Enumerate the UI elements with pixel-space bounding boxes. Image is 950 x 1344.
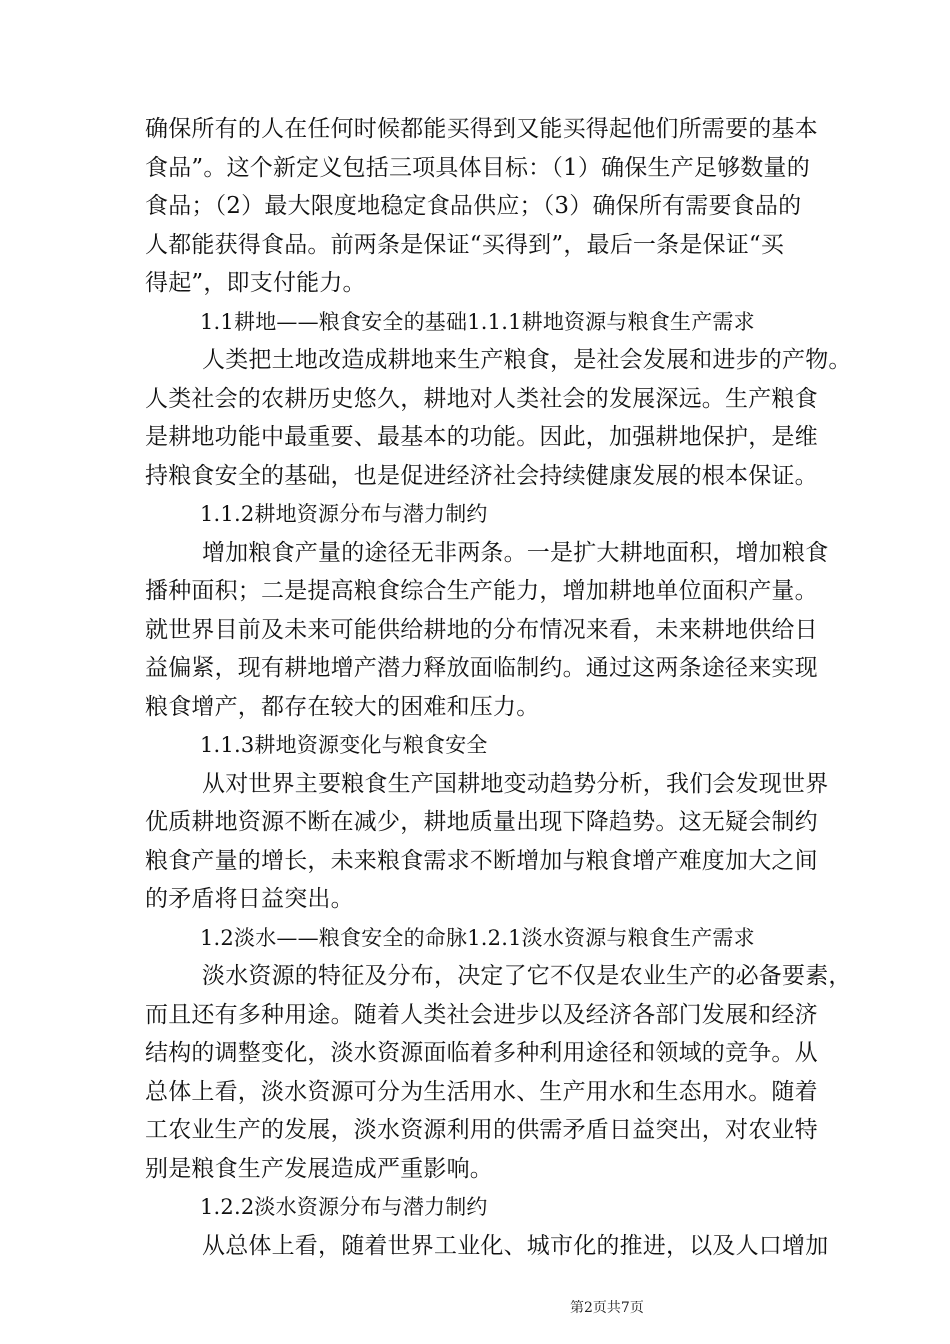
paragraph-line: 总体上看，淡水资源可分为生活用水、生产用水和生态用水。随着: [145, 1078, 818, 1105]
paragraph-line: 结构的调整变化，淡水资源面临着多种利用途径和领域的竞争。从: [145, 1040, 818, 1066]
paragraph-line: 食品”。这个新定义包括三项具体目标：（1）确保生产足够数量的: [145, 154, 810, 181]
paragraph-line: 而且还有多种用途。随着人类社会进步以及经济各部门发展和经济: [145, 1001, 818, 1028]
section-heading: 1.1.2耕地资源分布与潜力制约: [200, 502, 488, 526]
paragraph-line: 的矛盾将日益突出。: [145, 886, 354, 912]
paragraph-line: 持粮食安全的基础，也是促进经济社会持续健康发展的根本保证。: [145, 462, 818, 489]
paragraph-line: 播种面积；二是提高粮食综合生产能力，增加耕地单位面积产量。: [145, 578, 818, 604]
paragraph-line: 优质耕地资源不断在减少，耕地质量出现下降趋势。这无疑会制约: [145, 809, 818, 835]
document-body: [145, 110, 852, 1265]
paragraph-line: 从对世界主要粮食生产国耕地变动趋势分析，我们会发现世界: [202, 770, 829, 797]
paragraph-line: 增加粮食产量的途径无非两条。一是扩大耕地面积，增加粮食: [202, 539, 829, 566]
paragraph-line: 是耕地功能中最重要、最基本的功能。因此，加强耕地保护，是维: [145, 424, 818, 450]
paragraph-line: 从总体上看，随着世界工业化、城市化的推进，以及人口增加: [202, 1232, 829, 1259]
page-number-footer: 第2页共7页: [570, 1300, 644, 1316]
paragraph-line: 人类社会的农耕历史悠久，耕地对人类社会的发展深远。生产粮食: [145, 385, 818, 412]
section-heading: 1.1耕地——粮食安全的基础1.1.1耕地资源与粮食生产需求: [200, 309, 755, 334]
paragraph-line: 就世界目前及未来可能供给耕地的分布情况来看，未来耕地供给日: [145, 616, 818, 643]
paragraph-line: 人类把土地改造成耕地来生产粮食，是社会发展和进步的产物。: [202, 347, 852, 373]
paragraph-line: 益偏紧，现有耕地增产潜力释放面临制约。通过这两条途径来实现: [145, 655, 818, 681]
section-heading: 1.1.3耕地资源变化与粮食安全: [200, 733, 488, 757]
paragraph-line: 工农业生产的发展，淡水资源利用的供需矛盾日益突出，对农业特: [145, 1117, 818, 1143]
paragraph-line: 粮食产量的增长，未来粮食需求不断增加与粮食增产难度加大之间: [145, 847, 818, 874]
paragraph-line: 淡水资源的特征及分布，决定了它不仅是农业生产的必备要素，: [202, 963, 852, 989]
paragraph-line: 食品；（2）最大限度地稳定食品供应；（3）确保所有需要食品的: [145, 193, 802, 219]
paragraph-line: 人都能获得食品。前两条是保证“买得到”，最后一条是保证“买: [145, 231, 785, 258]
section-heading: 1.2淡水——粮食安全的命脉1.2.1淡水资源与粮食生产需求: [200, 925, 755, 950]
paragraph-line: 确保所有的人在任何时候都能买得到又能买得起他们所需要的基本: [145, 116, 818, 142]
paragraph-line: 得起”，即支付能力。: [145, 270, 366, 296]
paragraph-line: 别是粮食生产发展造成严重影响。: [145, 1155, 493, 1182]
section-heading: 1.2.2淡水资源分布与潜力制约: [200, 1195, 488, 1219]
paragraph-line: 粮食增产，都存在较大的困难和压力。: [145, 693, 540, 720]
